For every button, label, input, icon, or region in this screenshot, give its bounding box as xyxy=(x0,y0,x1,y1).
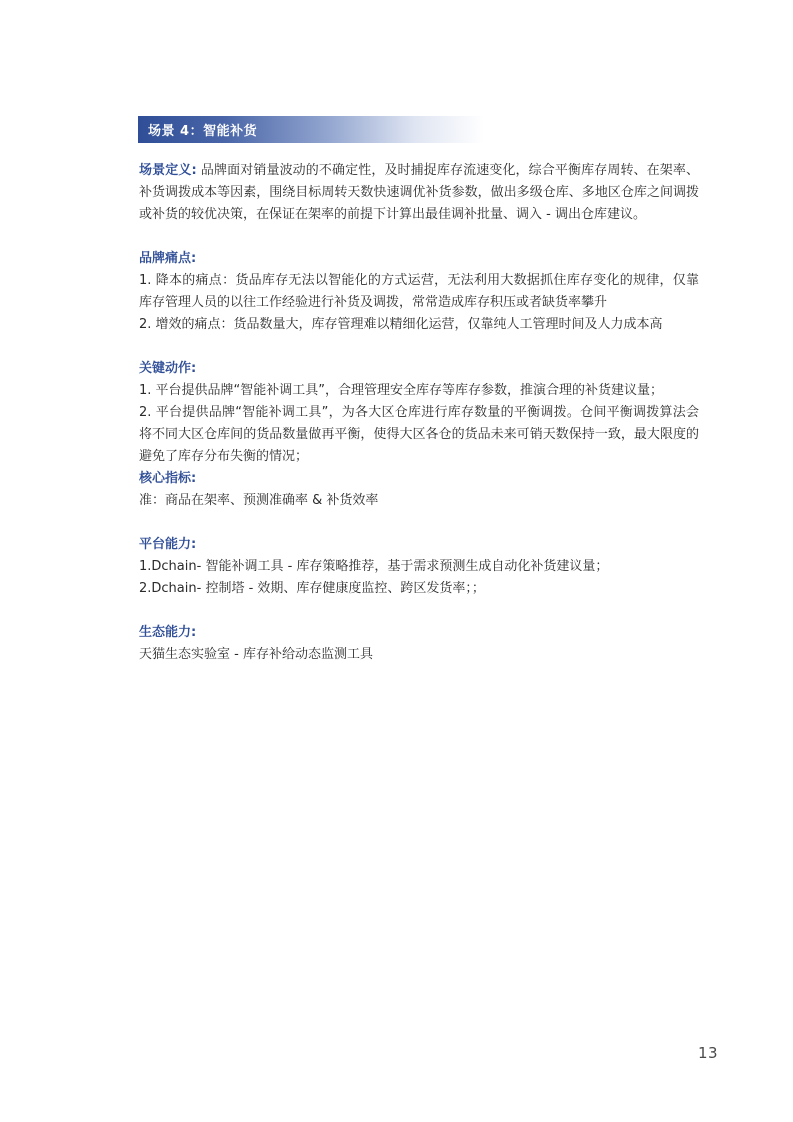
page-number: 13 xyxy=(698,1044,719,1062)
core-metrics-heading: 核心指标: xyxy=(139,471,197,486)
definition-text: 品牌面对销量波动的不确定性，及时捕捉库存流速变化，综合平衡库存周转、在架率、补货调拨成本等因素，围绕目标周转天数快速调优补货参数，做出多级仓库、多地区仓库之间调拨或补货的较优决策，在保证在架率的前提下计算出最佳调补批量、调入 - 调出仓库建议。 xyxy=(139,163,700,222)
ecosystem-heading: 生态能力: xyxy=(139,625,197,640)
scene-definition xyxy=(139,160,699,226)
definition-label: 场景定义: xyxy=(139,163,197,178)
spacer xyxy=(139,600,699,622)
section-banner xyxy=(138,116,484,143)
key-action-item: 2. 平台提供品牌“智能补调工具”，为各大区仓库进行库存数量的平衡调拨。仓间平衡调拨算法会将不同大区仓库间的货品数量做再平衡，使得大区各仓的货品未来可销天数保持一致，最大限度的避免了库存分布失衡的情况； xyxy=(139,405,699,464)
spacer xyxy=(139,336,699,358)
spacer xyxy=(139,226,699,248)
core-metrics-text: 准：商品在架率、预测准确率 & 补货效率 xyxy=(139,493,379,508)
platform-item: 1.Dchain- 智能补调工具 - 库存策略推荐，基于需求预测生成自动化补货建议量； xyxy=(139,559,609,574)
ecosystem-text: 天猫生态实验室 - 库存补给动态监测工具 xyxy=(139,647,373,662)
section-title: 场景 4：智能补货 xyxy=(148,124,258,139)
pain-point-item: 1. 降本的痛点：货品库存无法以智能化的方式运营，无法利用大数据抓住库存变化的规律，仅靠库存管理人员的以往工作经验进行补货及调拨，常常造成库存积压或者缺货率攀升 xyxy=(139,273,699,310)
pain-points-heading: 品牌痛点: xyxy=(139,251,197,266)
document-body xyxy=(139,160,699,666)
key-actions-heading: 关键动作: xyxy=(139,361,197,376)
platform-item: 2.Dchain- 控制塔 - 效期、库存健康度监控、跨区发货率；； xyxy=(139,581,485,596)
key-action-item: 1. 平台提供品牌“智能补调工具”，合理管理安全库存等库存参数，推演合理的补货建议量； xyxy=(139,383,664,398)
pain-point-item: 2. 增效的痛点：货品数量大，库存管理难以精细化运营，仅靠纯人工管理时间及人力成本高 xyxy=(139,317,663,332)
spacer xyxy=(139,512,699,534)
platform-heading: 平台能力: xyxy=(139,537,197,552)
